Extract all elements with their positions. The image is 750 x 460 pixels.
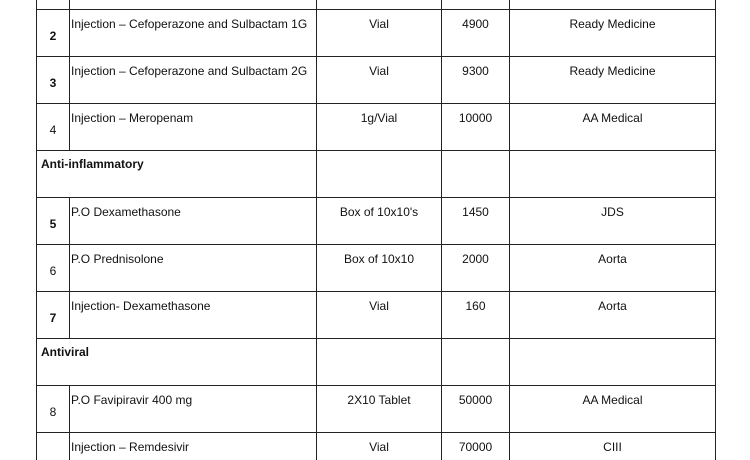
item-name-cell: Injection – Cefoperazone and Sulbactam 2G [70,57,317,104]
table-row [37,433,716,460]
medicine-table-body [37,0,716,460]
table-row [37,104,716,151]
item-supplier-cell: Ready Medicine [510,10,716,57]
table-row [37,245,716,292]
item-quantity-cell: 4900 [442,10,510,57]
item-name-cell: Injection – Cefoperazone and Sulbactam 1G [70,10,317,57]
category-label: Anti-inflammatory [37,151,317,198]
item-quantity-cell: 1450 [442,198,510,245]
item-supplier-cell [510,0,716,10]
item-unit-cell: Vial [317,10,442,57]
item-unit-cell: Vial [317,433,442,460]
item-quantity-cell: 9300 [442,57,510,104]
item-number-cell: 7 [37,292,70,339]
table-row [37,10,716,57]
item-supplier-cell: AA Medical [510,104,716,151]
item-name-cell: Injection – Remdesivir [70,433,317,460]
item-name-cell [70,0,317,10]
item-unit-cell: Vial [317,57,442,104]
item-unit-cell [317,0,442,10]
category-label: Antiviral [37,339,317,386]
item-unit-cell: Box of 10x10 [317,245,442,292]
table-row [37,0,716,10]
item-number-cell: 4 [37,104,70,151]
item-unit-cell: 2X10 Tablet [317,386,442,433]
item-name-cell: P.O Favipiravir 400 mg [70,386,317,433]
item-name-cell: P.O Prednisolone [70,245,317,292]
category-row [37,151,716,198]
item-unit-cell: 1g/Vial [317,104,442,151]
item-supplier-cell: AA Medical [510,386,716,433]
category-row [37,339,716,386]
item-quantity-cell: 70000 [442,433,510,460]
item-unit-cell: Vial [317,292,442,339]
item-number-cell: 2 [37,10,70,57]
table-row [37,292,716,339]
empty-cell [317,151,442,198]
item-quantity-cell: 160 [442,292,510,339]
item-supplier-cell: Aorta [510,245,716,292]
item-quantity-cell: 10000 [442,104,510,151]
empty-cell [442,151,510,198]
table-row [37,198,716,245]
item-supplier-cell: CIII [510,433,716,460]
empty-cell [317,339,442,386]
item-quantity-cell: 2000 [442,245,510,292]
item-number-cell: 5 [37,198,70,245]
item-number-cell: 8 [37,386,70,433]
item-name-cell: Injection – Meropenam [70,104,317,151]
item-unit-cell: Box of 10x10's [317,198,442,245]
empty-cell [442,339,510,386]
table-row [37,57,716,104]
empty-cell [510,339,716,386]
item-quantity-cell: 50000 [442,386,510,433]
item-supplier-cell: JDS [510,198,716,245]
item-number-cell [37,433,70,460]
table-row [37,386,716,433]
item-number-cell: 3 [37,57,70,104]
item-supplier-cell: Ready Medicine [510,57,716,104]
item-name-cell: Injection- Dexamethasone [70,292,317,339]
item-number-cell [37,0,70,10]
item-name-cell: P.O Dexamethasone [70,198,317,245]
item-supplier-cell: Aorta [510,292,716,339]
medicine-table [36,0,716,460]
empty-cell [510,151,716,198]
item-number-cell: 6 [37,245,70,292]
item-quantity-cell [442,0,510,10]
